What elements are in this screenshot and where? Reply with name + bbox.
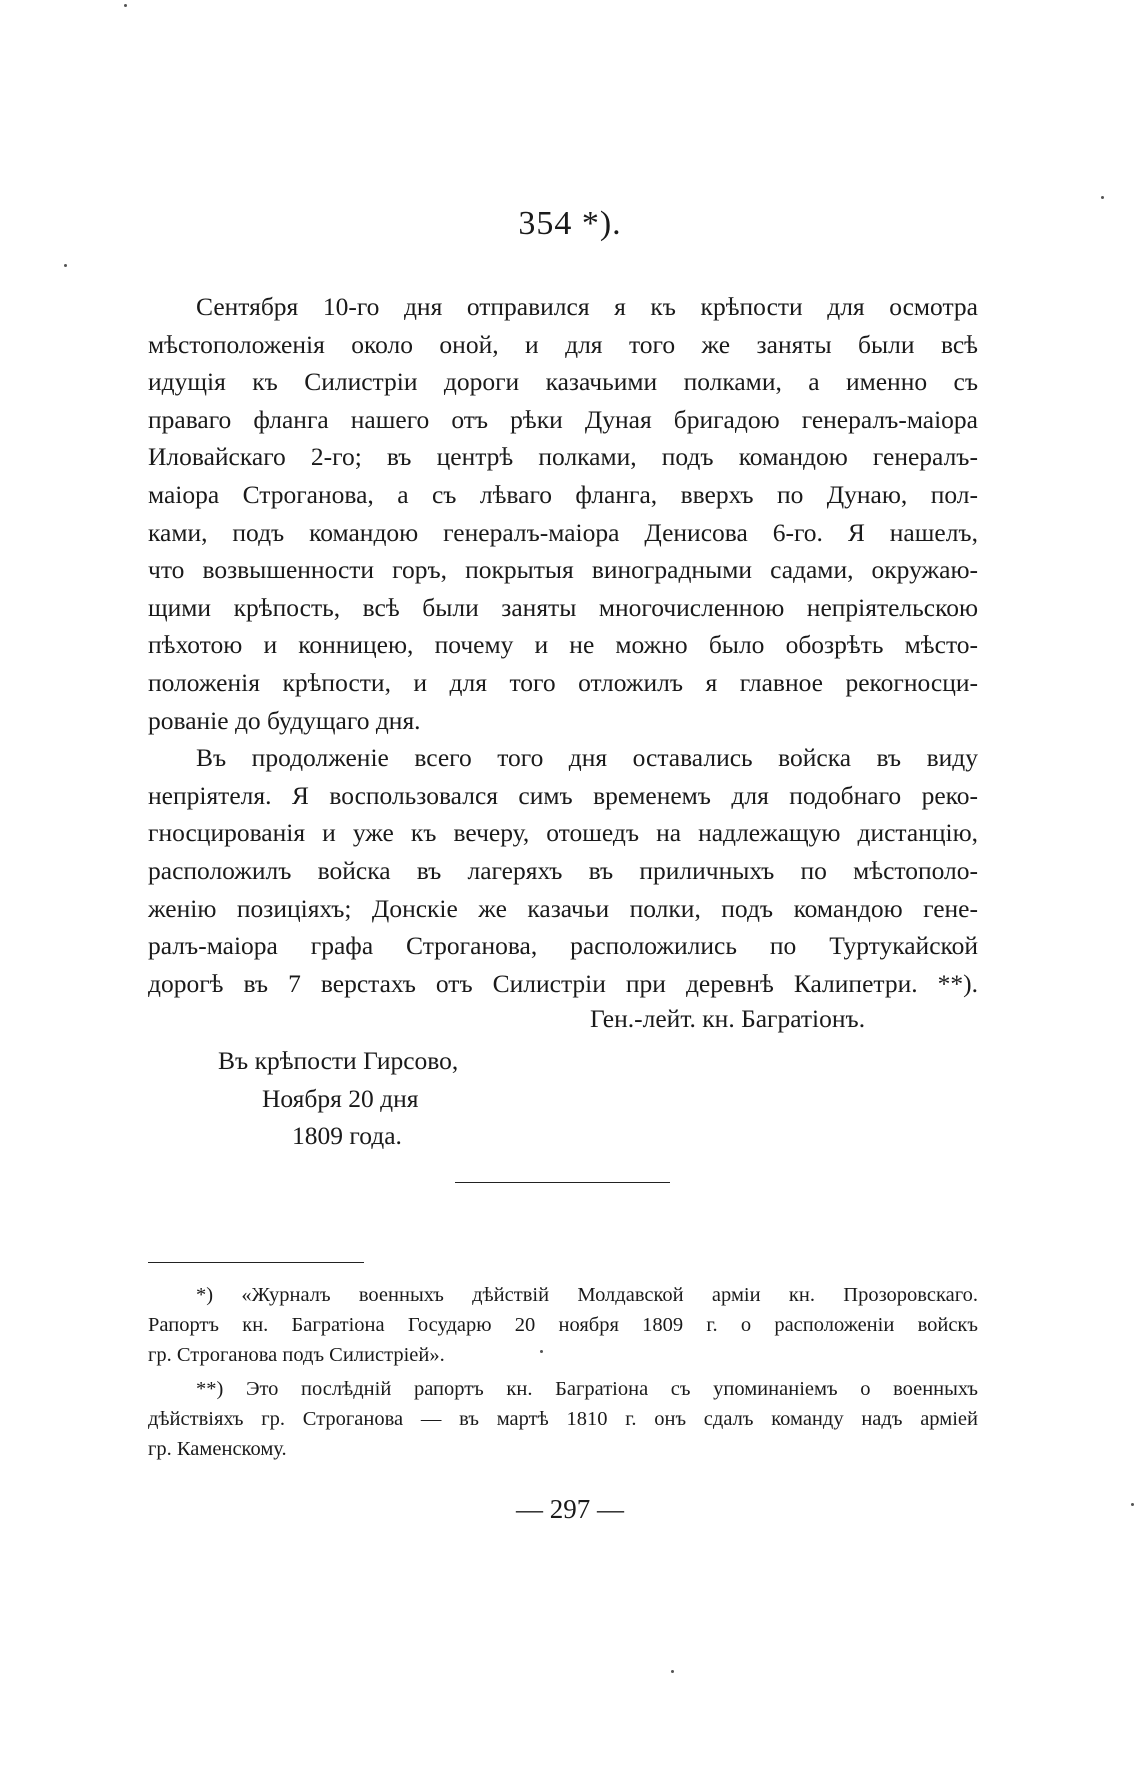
footnote-1 bbox=[148, 1280, 978, 1370]
text-line: дорогѣ въ 7 верстахъ отъ Силистріи при деревнѣ Калипетри. **). bbox=[148, 968, 978, 998]
place-date-block bbox=[218, 1042, 458, 1155]
text-line: идущія къ Силистріи дороги казачьими полками, а именно съ bbox=[148, 367, 978, 397]
text-line: Иловайскаго 2-го; въ центрѣ полками, подъ командою генералъ- bbox=[148, 442, 978, 472]
paragraph-2 bbox=[148, 739, 978, 1002]
scan-speck bbox=[1101, 196, 1104, 199]
text-line: женію позиціяхъ; Донскіе же казачьи полки, подъ командою гене- bbox=[148, 893, 978, 923]
page-number: — 297 — bbox=[516, 1494, 624, 1524]
footnote-divider bbox=[148, 1262, 364, 1263]
text-line: пѣхотою и конницею, почему и не можно было обозрѣть мѣсто- bbox=[148, 630, 978, 660]
text-line: ралъ-маіора графа Строганова, расположились по Туртукайской bbox=[148, 931, 978, 961]
text-line: непріятеля. Я воспользовался симъ временемъ для подобнаго реко- bbox=[148, 780, 978, 810]
text-line: гносцированія и уже къ вечеру, отошедъ на надлежащую дистанцію, bbox=[148, 818, 978, 848]
text-line: Сентября 10-го дня отправился я къ крѣпости для осмотра bbox=[196, 292, 978, 321]
place-line: Въ крѣпости Гирсово, bbox=[218, 1046, 459, 1075]
text-line: ками, подъ командою генералъ-маіора Денисова 6-го. Я нашелъ, bbox=[148, 517, 978, 547]
footnote-line: гр. Каменскому. bbox=[148, 1438, 287, 1460]
text-line: мѣстоположенія около оной, и для того же заняты были всѣ bbox=[148, 329, 978, 359]
document-number-heading: 354 *). bbox=[518, 205, 622, 242]
footnote-line: *) «Журналъ военныхъ дѣйствій Молдавской арміи кн. Прозоровскаго. bbox=[196, 1284, 978, 1306]
footnote-line: **) Это послѣдній рапортъ кн. Багратіона съ упоминаніемъ о военныхъ bbox=[196, 1378, 978, 1400]
signature: Ген.-лейт. кн. Багратіонъ. bbox=[590, 1004, 866, 1033]
footnotes bbox=[148, 1280, 978, 1468]
date-line: Ноября 20 дня bbox=[262, 1083, 419, 1113]
text-line: расположилъ войска въ лагеряхъ въ приличныхъ по мѣстополо- bbox=[148, 855, 978, 885]
scan-speck bbox=[124, 4, 127, 7]
text-line: Въ продолженіе всего того дня оставались войска въ виду bbox=[196, 743, 978, 773]
scan-speck bbox=[1131, 1503, 1134, 1506]
footnote-line: гр. Строганова подъ Силистріей». bbox=[148, 1344, 445, 1366]
footnote-line: дѣйствіяхъ гр. Строганова — въ мартѣ 1810 г. онъ сдалъ команду надъ арміей bbox=[148, 1408, 978, 1430]
section-divider bbox=[455, 1182, 670, 1183]
report-body bbox=[148, 288, 978, 1002]
text-line: рованіе до будущаго дня. bbox=[148, 705, 421, 735]
text-line: что возвышенности горъ, покрытыя виноградными садами, окружаю- bbox=[148, 555, 978, 585]
text-line: маіора Строганова, а съ лѣваго фланга, вверхъ по Дунаю, пол- bbox=[148, 479, 978, 509]
paragraph-1 bbox=[148, 288, 978, 739]
footnote-2 bbox=[148, 1374, 978, 1464]
scan-speck bbox=[671, 1670, 674, 1673]
text-line: праваго фланга нашего отъ рѣки Дуная бригадою генералъ-маіора bbox=[148, 404, 978, 434]
scan-speck bbox=[540, 1350, 543, 1353]
year-line: 1809 года. bbox=[292, 1121, 402, 1151]
text-line: щими крѣпость, всѣ были заняты многочисленною непріятельскою bbox=[148, 592, 978, 622]
scan-speck bbox=[64, 264, 67, 267]
text-line: положенія крѣпости, и для того отложилъ я главное рекогносци- bbox=[148, 667, 978, 697]
footnote-line: Рапортъ кн. Багратіона Государю 20 ноября 1809 г. о расположеніи войскъ bbox=[148, 1314, 978, 1336]
